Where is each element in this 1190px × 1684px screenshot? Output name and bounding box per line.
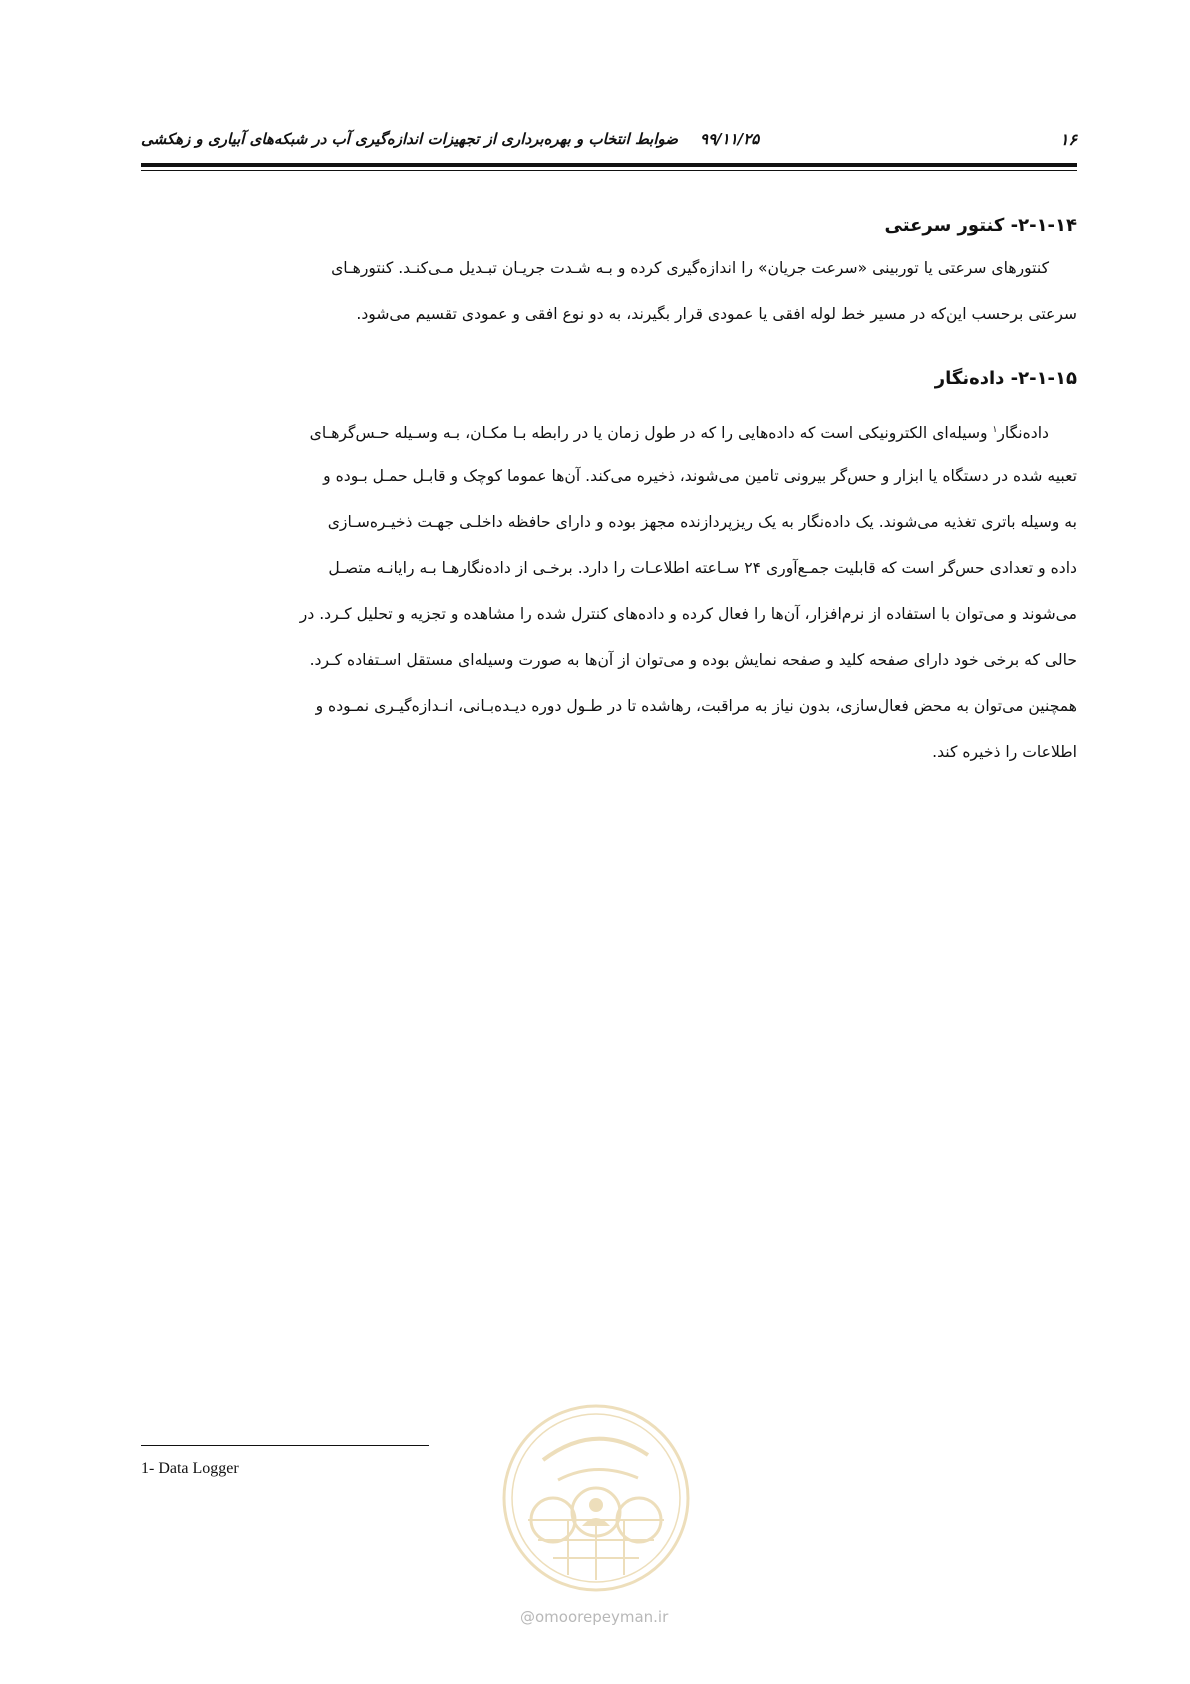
footnote-divider	[141, 1445, 429, 1446]
paragraph-line-text: وسیله‌ای الکترونیکی است که داده‌هایی را که در طول زمان یا در رابطه بـا مکـان، بـه وسـیله حـس‌گرهـای	[309, 424, 993, 443]
section-heading-data-logger: ۲-۱-۱۵- داده‌نگار	[934, 368, 1077, 389]
paragraph-line: حالی که برخی خود دارای صفحه کلید و صفحه نمایش بوده و می‌توان از آن‌ها به صورت وسیله‌ای مستقل اسـتفاده کـرد.	[309, 651, 1077, 669]
watermark-site: @omoorepeyman.ir	[520, 1608, 669, 1626]
header-title	[141, 130, 759, 148]
paragraph-line: تعبیه شده در دستگاه یا ابزار و حس‌گر بیرونی تامین می‌شوند، ذخیره می‌کند. آن‌ها عموما کوچک و قابـل حمـل بـوده و	[323, 467, 1077, 485]
footnote-reference[interactable]: ۱	[992, 425, 998, 435]
paragraph-line: داده و تعدادی حس‌گر است که قابلیت جمـع‌آوری ۲۴ سـاعته اطلاعـات را دارد. برخـی از داده‌نگارهـا بـه رایانـه متصـل	[328, 559, 1077, 577]
section-heading-velocity-meter: ۲-۱-۱۴- کنتور سرعتی	[884, 215, 1077, 236]
paragraph-data-logger	[141, 407, 1077, 775]
header-rule-thick	[141, 163, 1077, 167]
paragraph-line: کنتورهای سرعتی یا توربینی «سرعت جریان» را اندازه‌گیری کرده و بـه شـدت جریـان تبـدیل مـی‌کنـد. کنتورهـای	[331, 259, 1049, 277]
paragraph-line: سرعتی برحسب این‌که در مسیر خط لوله افقی یا عمودی قرار بگیرند، به دو نوع افقی و عمودی تقسیم می‌شود.	[356, 305, 1077, 323]
term-data-logger: داده‌نگار	[997, 424, 1049, 443]
footnote-data-logger: 1- Data Logger	[141, 1460, 239, 1477]
header-date: ۹۹/۱۱/۲۵	[700, 130, 760, 148]
page-number: ۱۶	[1059, 130, 1077, 149]
paragraph-line: همچنین می‌توان به محض فعال‌سازی، بدون نیاز به مراقبت، رهاشده تا در طـول دوره دیـده‌بـانی، انـدازه‌گیـری نمـوده و	[315, 697, 1077, 715]
header-rule-thin	[141, 170, 1077, 171]
paragraph-line	[141, 407, 1077, 453]
watermark-logo	[498, 1400, 694, 1596]
paragraph-line: می‌شوند و می‌توان با استفاده از نرم‌افزار، آن‌ها را فعال کرده و داده‌های کنترل شده را مشاهده و تجزیه و تحلیل کـرد. در	[299, 605, 1077, 623]
paragraph-line: اطلاعات را ذخیره کند.	[932, 743, 1077, 761]
paragraph-line: به وسیله باتری تغذیه می‌شوند. یک داده‌نگار به یک ریزپردازنده مجهز بوده و دارای حافظه داخلـی جهـت ذخیـره‌سـازی	[327, 513, 1077, 531]
header-title-text: ضوابط انتخاب و بهره‌برداری از تجهیزات اندازه‌گیری آب در شبکه‌های آبیاری و زهکشی	[141, 130, 679, 148]
paragraph-velocity-meter	[141, 245, 1077, 337]
page-header	[141, 128, 1077, 154]
